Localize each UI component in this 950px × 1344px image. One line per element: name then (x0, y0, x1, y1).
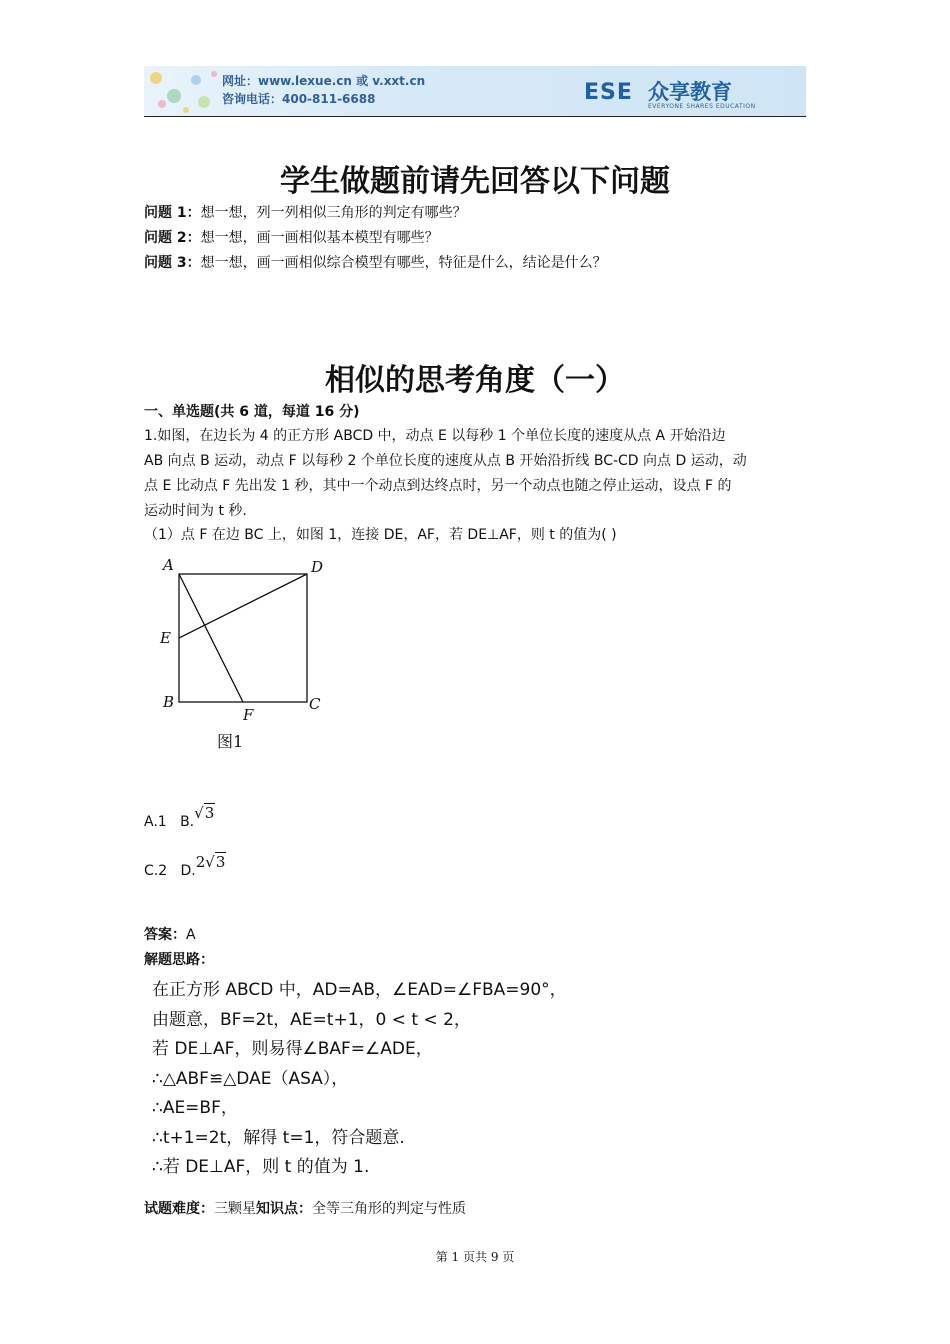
label-a: A (163, 556, 174, 574)
header-divider (144, 116, 806, 117)
solution-steps (152, 976, 567, 1183)
label-d: D (311, 558, 324, 576)
option-row-1 (144, 804, 215, 830)
solution-line: ∴t+1=2t，解得 t=1，符合题意. (152, 1127, 405, 1148)
sqrt-radicand: 3 (204, 804, 215, 822)
logo-cn-text: 众享教育 (648, 80, 732, 104)
problem-line: 点 E 比动点 F 先出发 1 秒，其中一个动点到达终点时，另一个动点也随之停止运动，设点 F 的 (144, 478, 732, 494)
logo-en-text: EVERYONE SHARES EDUCATION (648, 103, 756, 110)
section-title: 相似的思考角度（一） (325, 363, 625, 398)
section-heading: 一、单选题(共 6 道，每道 16 分) (144, 404, 360, 420)
label-e: E (160, 629, 171, 647)
square-abcd (179, 574, 307, 702)
sub-question: （1）点 F 在边 BC 上，如图 1，连接 DE，AF，若 DE⊥AF，则 t 的值为( ) (144, 527, 617, 543)
difficulty-value: 三颗星 (214, 1201, 256, 1217)
problem-line: 运动时间为 t 秒. (144, 503, 247, 519)
problem-line: AB 向点 B 运动，动点 F 以每秒 2 个单位长度的速度从点 B 开始沿折线 BC-CD 向点 D 运动，动 (144, 453, 747, 469)
question-item (144, 201, 607, 226)
page-footer: 第 1 页共 9 页 (435, 1250, 515, 1264)
problem-statement (144, 424, 806, 524)
answer (144, 924, 196, 944)
banner-contact (222, 72, 425, 108)
option-b-label: B. (180, 814, 195, 830)
question-item (144, 251, 607, 276)
logo (584, 72, 799, 112)
difficulty-label: 试题难度： (144, 1201, 214, 1217)
segment-de (179, 574, 307, 638)
page-title-questions: 学生做题前请先回答以下问题 (280, 164, 670, 199)
option-row-2 (144, 853, 226, 879)
question-meta (144, 1198, 466, 1218)
question-label: 问题 3： (144, 255, 201, 271)
solution-line: 在正方形 ABCD 中，AD=AB，∠EAD=∠FBA=90°， (152, 980, 567, 1000)
thinking-label: 解题思路： (144, 952, 214, 968)
knowledge-label: 知识点： (256, 1201, 312, 1217)
header-banner (144, 66, 806, 116)
option-a: A.1 (144, 814, 167, 830)
coefficient: 2 (195, 853, 206, 871)
phone-text: 咨询电话：400-811-6688 (222, 92, 376, 106)
label-b: B (163, 693, 175, 711)
solution-line: ∴△ABF≌△DAE（ASA）， (152, 1068, 349, 1089)
question-text: 想一想，画一画相似基本模型有哪些？ (200, 230, 439, 246)
option-d-value: 2√3 (195, 853, 226, 871)
logo-ese-text: ESE (584, 80, 633, 105)
knowledge-value: 全等三角形的判定与性质 (312, 1201, 466, 1217)
geometry-figure (155, 554, 335, 754)
problem-line: 1.如图，在边长为 4 的正方形 ABCD 中，动点 E 以每秒 1 个单位长度的速度从点 A 开始沿边 (144, 428, 726, 444)
solution-line: ∴若 DE⊥AF，则 t 的值为 1. (152, 1157, 370, 1177)
question-text: 想一想，画一画相似综合模型有哪些，特征是什么，结论是什么？ (200, 255, 607, 271)
segment-af (179, 574, 243, 702)
answer-value: A (186, 927, 196, 943)
solution-line: ∴AE=BF， (152, 1098, 238, 1118)
sqrt-radicand: 3 (215, 853, 226, 871)
option-c: C.2 (144, 863, 168, 879)
label-f: F (243, 706, 254, 724)
option-d-label: D. (180, 863, 196, 879)
decorative-flowers-icon (144, 66, 224, 116)
answer-label: 答案： (144, 927, 186, 943)
question-text: 想一想，列一列相似三角形的判定有哪些？ (200, 205, 467, 221)
solution-line: 由题意，BF=2t，AE=t+1，0 < t < 2， (152, 1009, 471, 1030)
solution-line: 若 DE⊥AF，则易得∠BAF=∠ADE， (152, 1039, 433, 1059)
website-text: 网址：www.lexue.cn 或 v.xxt.cn (222, 74, 426, 88)
question-label: 问题 2： (144, 230, 201, 246)
figure-caption: 图1 (217, 732, 244, 751)
question-label: 问题 1： (144, 205, 201, 221)
question-item (144, 226, 607, 251)
option-b-value: √3 (194, 804, 215, 822)
label-c: C (309, 695, 321, 713)
pre-questions (144, 201, 607, 276)
